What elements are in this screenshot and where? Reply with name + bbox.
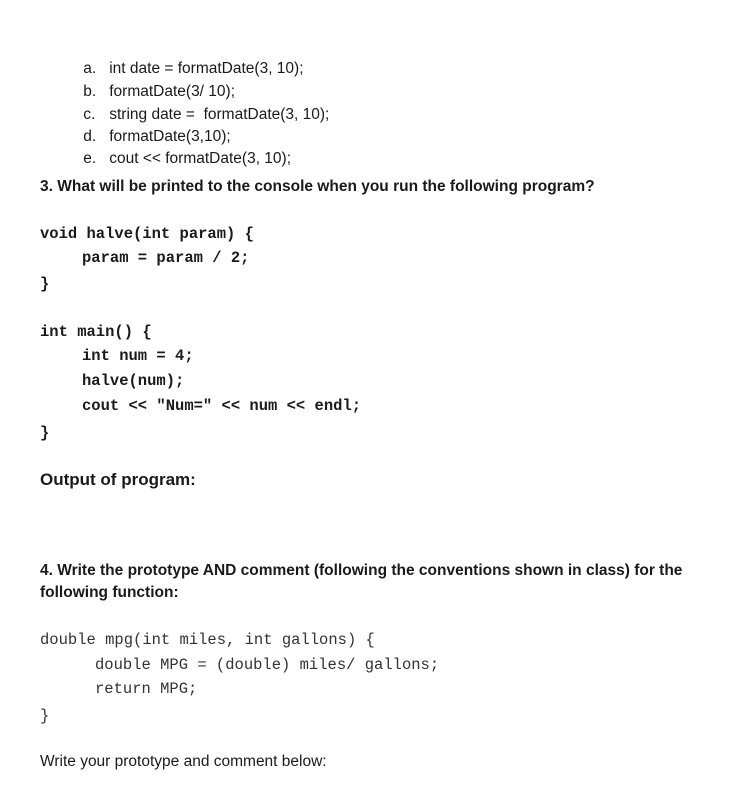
option-letter: d. <box>83 128 97 145</box>
prototype-prompt: Write your prototype and comment below: <box>40 753 327 770</box>
code-line: param = param / 2; <box>82 249 250 267</box>
code-line: cout << "Num=" << num << endl; <box>82 397 362 415</box>
question-3-title: 3. What will be printed to the console when you run the following program? <box>40 178 595 195</box>
code-line: int num = 4; <box>82 347 194 365</box>
code-line: return MPG; <box>95 680 198 698</box>
option-letter: c. <box>83 106 96 123</box>
option-text: formatDate(3/ 10); <box>109 83 236 100</box>
question-4-title-line1: 4. Write the prototype AND comment (following the conventions shown in class) for the <box>40 562 683 579</box>
option-letter: e. <box>83 150 97 167</box>
code-line: } <box>40 424 50 442</box>
code-line: double mpg(int miles, int gallons) { <box>40 631 375 649</box>
code-line: int main() { <box>40 323 152 341</box>
code-line: double MPG = (double) miles/ gallons; <box>95 656 440 674</box>
option-text: string date = formatDate(3, 10); <box>109 106 330 123</box>
option-text: cout << formatDate(3, 10); <box>109 150 292 167</box>
option-text: int date = formatDate(3, 10); <box>109 60 304 77</box>
output-label: Output of program: <box>40 470 196 489</box>
question-4-title-line2: following function: <box>40 584 179 601</box>
code-line: halve(num); <box>82 372 185 390</box>
code-line: } <box>40 275 50 293</box>
option-letter: b. <box>83 83 97 100</box>
option-letter: a. <box>83 60 97 77</box>
code-line: } <box>40 707 50 725</box>
code-line: void halve(int param) { <box>40 225 254 243</box>
option-text: formatDate(3,10); <box>109 128 231 145</box>
